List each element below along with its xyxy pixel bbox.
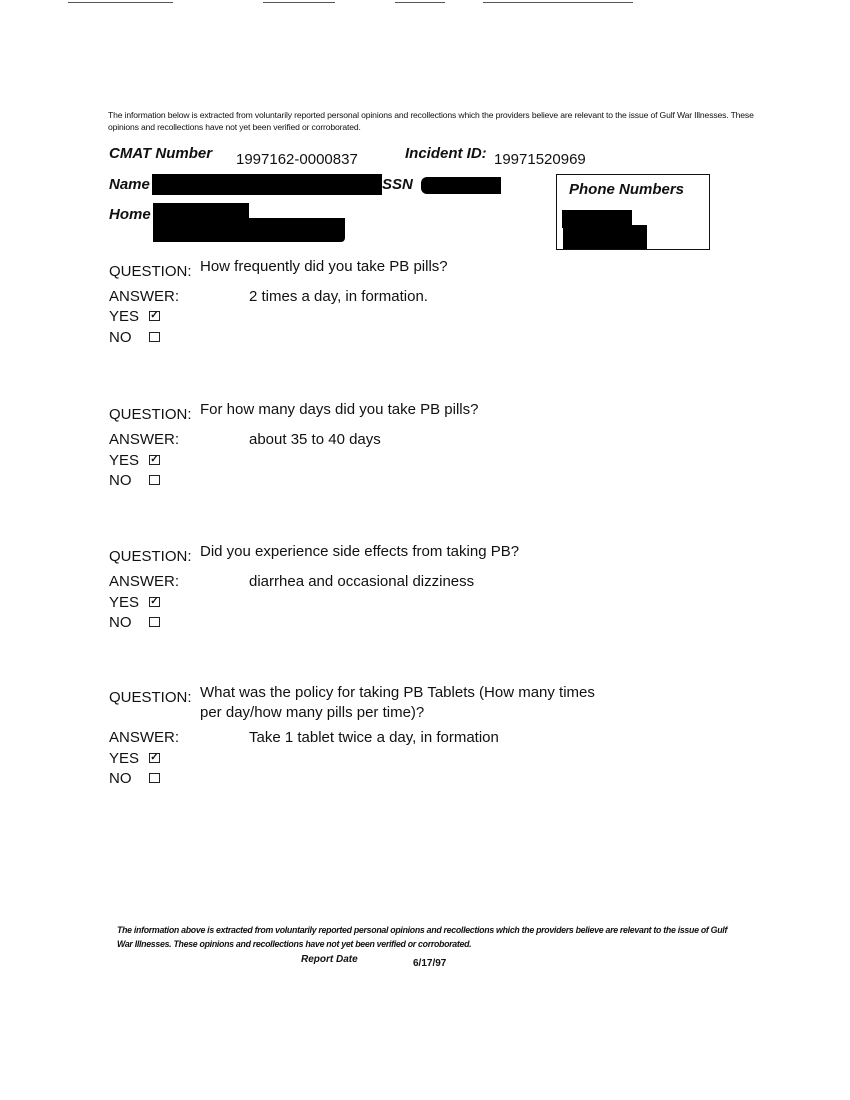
no-label: NO <box>109 614 132 631</box>
yes-label: YES <box>109 452 140 469</box>
no-checkbox[interactable] <box>149 773 160 783</box>
header-disclaimer: The information below is extracted from voluntarily reported personal opinions and recollections which the providers believe are relevant to the issue of Gulf War Illnesses. These opinions and recollections have not yet been verified or corroborated. <box>108 110 754 132</box>
no-label: NO <box>109 329 132 346</box>
scan-line <box>263 2 335 3</box>
question-label: QUESTION: <box>109 263 192 280</box>
no-checkbox[interactable] <box>149 617 160 627</box>
name-redaction <box>152 174 382 195</box>
question-label: QUESTION: <box>109 548 192 565</box>
footer-disclaimer: The information above is extracted from voluntarily reported personal opinions and recollections which the providers believe are relevant to the issue of Gulf War Illnesses. These opinions and recollections have not yet been verified or corroborated. <box>117 925 728 949</box>
question-label: QUESTION: <box>109 689 192 706</box>
cmat-value: 1997162-0000837 <box>236 151 358 168</box>
yes-label: YES <box>109 750 140 767</box>
yes-label: YES <box>109 308 140 325</box>
no-checkbox[interactable] <box>149 332 160 342</box>
answer-text: diarrhea and occasional dizziness <box>249 573 475 590</box>
yes-checkbox[interactable]: ✓ <box>150 454 159 465</box>
answer-text: 2 times a day, in formation. <box>249 288 428 305</box>
no-checkbox[interactable] <box>149 475 160 485</box>
yes-checkbox[interactable]: ✓ <box>150 596 159 607</box>
phone-numbers-box <box>556 174 710 250</box>
ssn-redaction <box>421 177 501 194</box>
yes-label: YES <box>109 594 140 611</box>
answer-label: ANSWER: <box>109 729 180 746</box>
phone-redaction <box>563 225 647 249</box>
home-label: Home <box>109 206 151 223</box>
scan-line <box>483 2 633 3</box>
report-date-value: 6/17/97 <box>413 958 447 969</box>
no-label: NO <box>109 770 132 787</box>
question-text: How frequently did you take PB pills? <box>200 258 448 275</box>
question-label: QUESTION: <box>109 406 192 423</box>
question-text: For how many days did you take PB pills? <box>200 401 479 418</box>
answer-text: about 35 to 40 days <box>249 431 381 448</box>
answer-label: ANSWER: <box>109 573 180 590</box>
no-label: NO <box>109 472 132 489</box>
phone-label: Phone Numbers <box>569 181 685 198</box>
ssn-label: SSN <box>382 176 413 193</box>
yes-checkbox[interactable]: ✓ <box>150 310 159 321</box>
question-text: What was the policy for taking PB Tablets (How many times <box>200 684 595 701</box>
scan-line <box>395 2 445 3</box>
cmat-label: CMAT Number <box>109 145 213 162</box>
home-redaction <box>153 218 345 242</box>
question-text-continued: per day/how many pills per time)? <box>200 704 425 721</box>
incident-value: 19971520969 <box>494 151 586 168</box>
report-date-label: Report Date <box>301 954 358 965</box>
yes-checkbox[interactable]: ✓ <box>150 752 159 763</box>
answer-label: ANSWER: <box>109 288 180 305</box>
answer-label: ANSWER: <box>109 431 180 448</box>
answer-text: Take 1 tablet twice a day, in formation <box>249 729 499 746</box>
incident-label: Incident ID: <box>405 145 487 162</box>
question-text: Did you experience side effects from taking PB? <box>200 543 520 560</box>
name-label: Name <box>109 176 150 193</box>
scan-line <box>68 2 173 3</box>
